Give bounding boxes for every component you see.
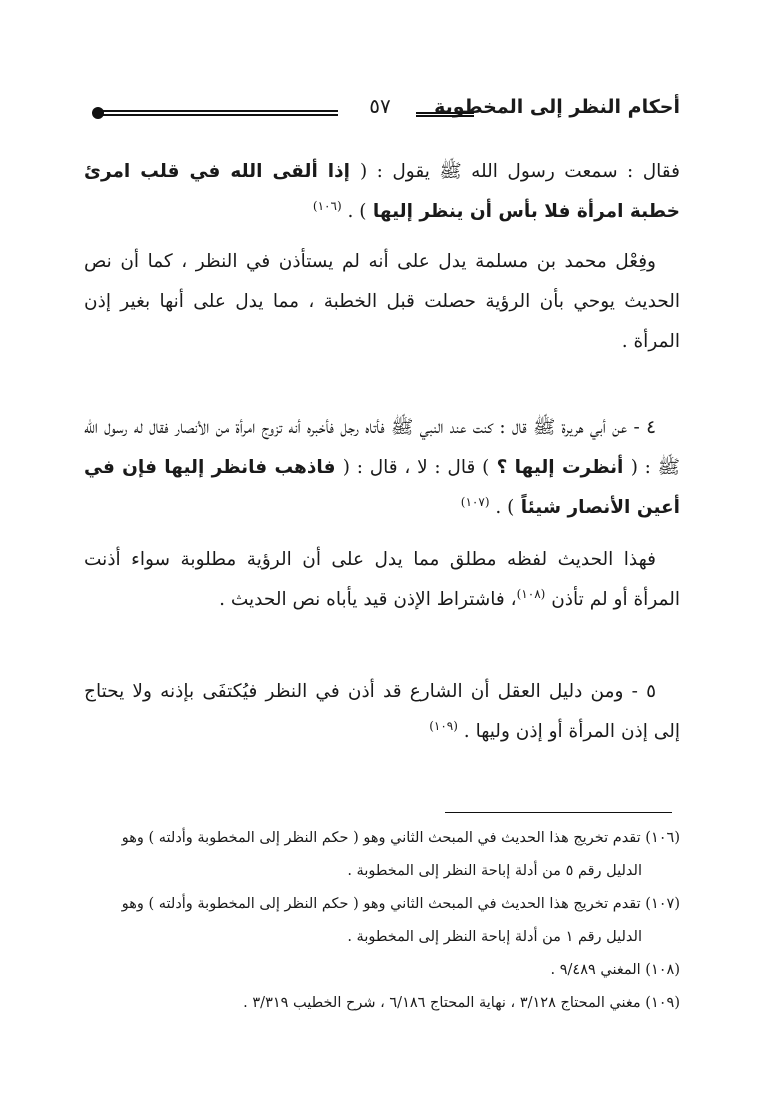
footnote-ref-107: (١٠٧) xyxy=(460,494,490,509)
p3-text-end: ) . xyxy=(489,497,515,518)
header-ornament-dot xyxy=(92,107,104,119)
paragraph-2: وفِعْل محمد بن مسلمة يدل على أنه لم يستأذن في النظر ، كما أن نص الحديث يوحي بأن الرؤية حصلت قبل الخطبة ، مما يدل على أنها بغير إذن المرأة . xyxy=(84,251,680,352)
p1-text: فقال : سمعت رسول الله ﷺ يقول : ( xyxy=(360,161,681,182)
paragraph-1 xyxy=(84,152,680,232)
header-rule-short xyxy=(416,112,474,117)
paragraph-3 xyxy=(84,408,680,528)
footnote-line: الدليل رقم ١ من أدلة إباحة النظر إلى المخطوبة . xyxy=(347,929,642,945)
footnotes xyxy=(84,822,680,1020)
footnote-line: (١٠٦) تقدم تخريج هذا الحديث في المبحث الثاني وهو ( حكم النظر إلى المخطوبة وأدلته ) وهو xyxy=(121,830,680,846)
running-header xyxy=(88,94,680,130)
header-rule-long xyxy=(100,110,338,112)
p3-question: أنظرت إليها ؟ xyxy=(489,457,631,478)
p1-hadith-quote: إذا ألقى الله في قلب امرئ خطبة امرأة فلا بأس أن ينظر إليها xyxy=(84,161,680,222)
p3-text-mid: ) قال : لا ، قال : ( xyxy=(342,457,490,478)
paragraph-4 xyxy=(84,540,680,620)
footnote-ref-109: (١٠٩) xyxy=(429,718,458,733)
footnote-107 xyxy=(84,888,680,954)
p1-text-end: ) . xyxy=(341,201,367,222)
p3-command: فاذهب فانظر إليها فإن في أعين الأنصار شيئاً xyxy=(84,457,680,518)
footnote-106 xyxy=(84,822,680,888)
footnote-108: (١٠٨) المغني ٩/٤٨٩ . xyxy=(550,962,680,978)
footnote-line: الدليل رقم ٥ من أدلة إباحة النظر إلى المخطوبة . xyxy=(347,863,642,879)
footnote-109: (١٠٩) مغني المحتاج ٣/١٢٨ ، نهاية المحتاج ٦/١٨٦ ، شرح الخطيب ٣/٣١٩ . xyxy=(243,995,680,1011)
paragraph-5 xyxy=(84,672,680,752)
p3-text: ٤ - عن أبي هريرة ﷺ قال : كنت عند النبي ﷺ فأتاه رجل فأخبره أنه تزوج امرأة من الأنصار فقال له رسول الله ﷺ : ( xyxy=(84,417,680,478)
p4-text-end: ، فاشتراط الإذن قيد يأباه نص الحديث . xyxy=(219,589,517,610)
footnote-ref-108: (١٠٨) xyxy=(516,586,546,601)
footnote-line: (١٠٧) تقدم تخريج هذا الحديث في المبحث الثاني وهو ( حكم النظر إلى المخطوبة وأدلته ) وهو xyxy=(121,896,680,912)
header-title: أحكام النظر إلى المخطوبة xyxy=(434,96,680,118)
p4-text: فهذا الحديث لفظه مطلق مما يدل على أن الرؤية مطلوبة سواء أذنت المرأة أو لم تأذن xyxy=(84,549,680,610)
footnote-separator xyxy=(445,812,672,813)
footnote-ref-106: (١٠٦) xyxy=(312,198,342,213)
page-number: ٥٧ xyxy=(369,94,391,118)
p5-text: ٥ - ومن دليل العقل أن الشارع قد أذن في النظر فيُكتفَى بإذنه ولا يحتاج إلى إذن المرأة أو إذن وليها . xyxy=(84,681,680,742)
